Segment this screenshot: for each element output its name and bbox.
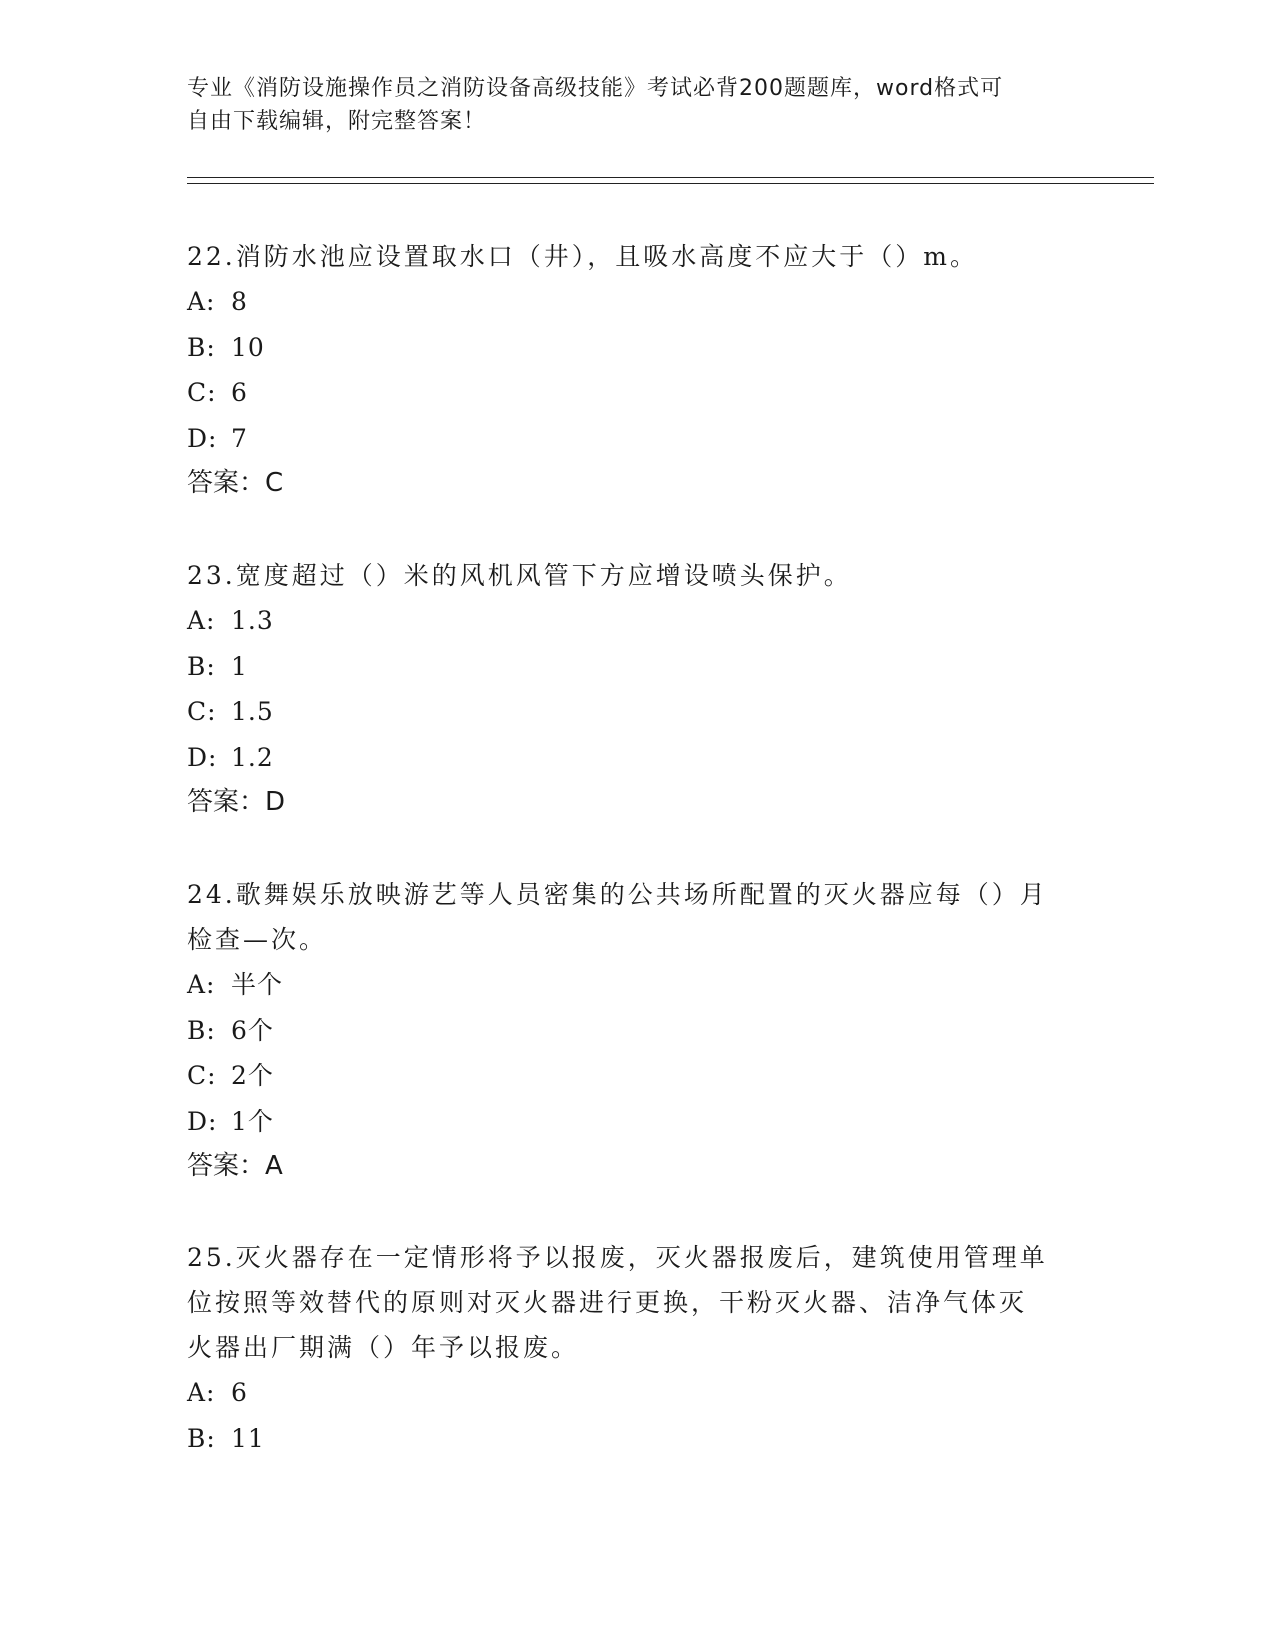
- question-25: [187, 1235, 1077, 1461]
- option-text: 6个: [231, 1015, 274, 1045]
- option-key: D:: [187, 423, 218, 453]
- question-23: [187, 553, 1077, 825]
- option-text: 6: [231, 378, 248, 407]
- option-key: A:: [187, 1378, 216, 1407]
- question-stem-line-1: 25.灭火器存在一定情形将予以报废，灭火器报废后，建筑使用管理单: [187, 1243, 1048, 1272]
- option-text: 1个: [231, 1106, 274, 1136]
- option-key: A:: [187, 606, 216, 635]
- answer-label: 答案：: [187, 787, 266, 817]
- option-a: [187, 962, 1077, 1008]
- option-key: B:: [187, 332, 216, 362]
- answer-label: 答案：: [187, 468, 266, 498]
- option-a: [187, 598, 1077, 644]
- option-text: 11: [231, 1423, 265, 1453]
- answer-line: [187, 1144, 1077, 1189]
- option-text: 8: [231, 287, 248, 316]
- answer-value: C: [265, 468, 284, 498]
- answer-line: [187, 780, 1077, 825]
- header-divider-bottom: [187, 183, 1154, 184]
- answer-label: 答案：: [187, 1151, 266, 1181]
- option-key: B:: [187, 651, 216, 681]
- option-text: 1: [231, 651, 248, 681]
- option-c: [187, 689, 1077, 735]
- option-b: [187, 325, 1077, 371]
- question-22: [187, 234, 1077, 506]
- question-stem: 23.宽度超过（）米的风机风管下方应增设喷头保护。: [187, 561, 852, 590]
- option-a: [187, 279, 1077, 325]
- header-divider-top: [187, 177, 1154, 178]
- option-c: [187, 370, 1077, 416]
- option-key: C:: [187, 1061, 217, 1090]
- question-24: [187, 872, 1077, 1189]
- option-key: C:: [187, 697, 217, 726]
- option-b: [187, 1008, 1077, 1054]
- answer-value: A: [265, 1151, 283, 1181]
- option-key: B:: [187, 1423, 216, 1453]
- option-text: 2个: [231, 1061, 274, 1090]
- option-b: [187, 644, 1077, 690]
- option-text: 1.3: [231, 606, 274, 635]
- header-line-1: 专业《消防设施操作员之消防设备高级技能》考试必背200题题库，word格式可: [187, 76, 1004, 101]
- option-d: [187, 735, 1077, 781]
- option-text: 7: [231, 423, 248, 453]
- option-key: D:: [187, 1106, 218, 1136]
- option-key: B:: [187, 1015, 216, 1045]
- option-key: C:: [187, 378, 217, 407]
- option-d: [187, 1099, 1077, 1145]
- answer-line: [187, 461, 1077, 506]
- option-text: 6: [231, 1378, 248, 1407]
- option-key: A:: [187, 287, 216, 316]
- question-stem-line-1: 24.歌舞娱乐放映游艺等人员密集的公共场所配置的灭火器应每（）月: [187, 880, 1048, 909]
- document-header: [187, 72, 1067, 138]
- question-stem: 22.消防水池应设置取水口（井），且吸水高度不应大于（）m。: [187, 242, 978, 271]
- option-text: 10: [231, 332, 265, 362]
- option-c: [187, 1053, 1077, 1099]
- question-stem-line-3: 火器出厂期满（）年予以报废。: [187, 1333, 580, 1362]
- answer-value: D: [265, 787, 286, 817]
- question-stem-line-2: 检查—次。: [187, 925, 328, 954]
- header-line-2: 自由下载编辑，附完整答案！: [187, 109, 487, 134]
- option-a: [187, 1370, 1077, 1416]
- option-key: A:: [187, 970, 216, 999]
- option-b: [187, 1416, 1077, 1462]
- question-stem-line-2: 位按照等效替代的原则对灭火器进行更换，干粉灭火器、洁净气体灭: [187, 1288, 1028, 1317]
- option-text: 1.5: [231, 697, 274, 726]
- option-text: 1.2: [231, 742, 274, 772]
- option-text: 半个: [231, 970, 284, 999]
- option-d: [187, 416, 1077, 462]
- option-key: D:: [187, 742, 218, 772]
